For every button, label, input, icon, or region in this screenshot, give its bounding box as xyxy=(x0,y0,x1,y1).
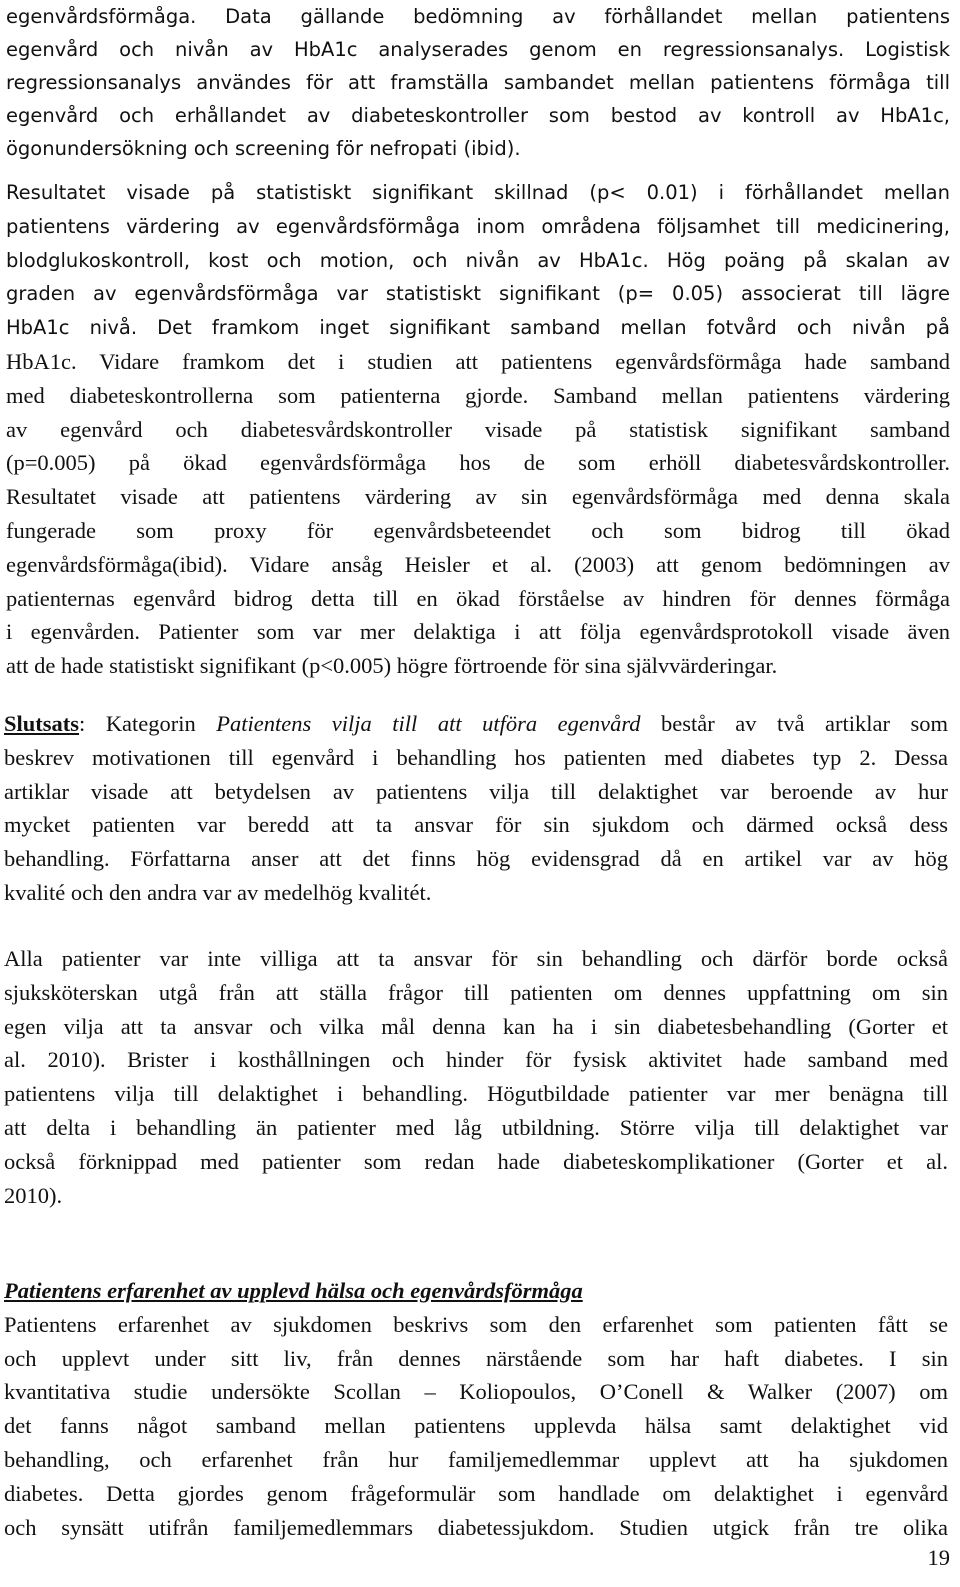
text-line: egen vilja att ta ansvar och vilka mål denna kan ha i sin diabetesbehandling (Gorter et xyxy=(4,1013,948,1039)
text-line: behandling, och erfarenhet från hur familjemedlemmar upplevt att ha sjukdomen xyxy=(4,1446,948,1472)
text-line: regressionsanalys användes för att framställa sambandet mellan patientens förmåga till xyxy=(6,71,950,94)
text-line: egenvård och nivån av HbA1c analyserades genom en regressionsanalys. Logistisk xyxy=(6,38,950,61)
section-heading xyxy=(4,1274,948,1308)
text-line: egenvårdsförmåga(ibid). Vidare ansåg Heisler et al. (2003) att genom bedömningen av xyxy=(6,551,950,577)
text-line: Resultatet visade att patientens värdering av sin egenvårdsförmåga med denna skala xyxy=(6,484,950,510)
text-line: HbA1c. Vidare framkom det i studien att patientens egenvårdsförmåga hade samband xyxy=(6,348,950,374)
conclusion-text-post: består av två artiklar som xyxy=(640,711,948,736)
text-line: ögonundersökning och screening för nefropati (ibid). xyxy=(6,137,521,160)
text-line: blodglukoskontroll, kost och motion, och nivån av HbA1c. Hög poäng på skalan av xyxy=(6,248,950,272)
text-line: diabetes. Detta gjordes genom frågeformulär som handlade om delaktighet i egenvård xyxy=(4,1480,948,1506)
text-line: också förknippad med patienter som redan hade diabeteskomplikationer (Gorter et al. xyxy=(4,1148,948,1174)
paragraph-patient-willingness xyxy=(4,942,948,1212)
text-line: Resultatet visade på statistiskt signifikant skillnad (p< 0.01) i förhållandet mellan xyxy=(6,181,950,204)
text-line: av egenvård och diabetesvårdskontroller visade på statistisk signifikant samband xyxy=(6,416,950,442)
text-line: och synsätt utifrån familjemedlemmars diabetessjukdom. Studien utgick från tre olika xyxy=(4,1514,948,1540)
paragraph-method xyxy=(6,0,950,165)
text-line: (p=0.005) på ökad egenvårdsförmåga hos de som erhöll diabetesvårdskontroller. xyxy=(6,450,950,476)
text-line: det fanns något samband mellan patientens upplevda hälsa samt delaktighet vid xyxy=(4,1413,948,1439)
text-line: fungerade som proxy för egenvårdsbeteendet och som bidrog till ökad xyxy=(6,517,950,543)
text-line: HbA1c nivå. Det framkom inget signifikant samband mellan fotvård och nivån på xyxy=(6,316,950,340)
text-line: beskrev motivationen till egenvård i behandling hos patienten med diabetes typ 2. Dessa xyxy=(4,744,948,770)
paragraph-conclusion xyxy=(4,707,948,910)
text-line: 2010). xyxy=(4,1182,63,1208)
text-line: patientens värdering av egenvårdsförmåga inom områdena följsamhet till medicinering, xyxy=(6,214,950,238)
text-line: mycket patienten var beredd att ta ansvar för sin sjukdom och därmed också dess xyxy=(4,812,948,838)
text-line: behandling. Författarna anser att det finns hög evidensgrad då en artikel var av hög xyxy=(4,846,948,872)
text-line: Patientens erfarenhet av sjukdomen beskrivs som den erfarenhet som patienten fått se xyxy=(4,1311,948,1337)
text-line: graden av egenvårdsförmåga var statistiskt signifikant (p= 0.05) associerat till lägre xyxy=(6,282,950,306)
category-title: Patientens vilja till att utföra egenvård xyxy=(216,711,641,736)
text-line: att delta i behandling än patienter med låg utbildning. Större vilja till delaktighet var xyxy=(4,1114,948,1140)
text-line: artiklar visade att betydelsen av patientens vilja till delaktighet var beroende av hur xyxy=(4,778,948,804)
text-line: i egenvården. Patienter som var mer delaktiga i att följa egenvårdsprotokoll visade även xyxy=(6,619,950,645)
text-line: att de hade statistiskt signifikant (p<0.005) högre förtroende för sina självvärderingar. xyxy=(6,653,778,679)
text-line: egenvård och erhållandet av diabeteskontroller som bestod av kontroll av HbA1c, xyxy=(6,104,950,127)
page-number: 19 xyxy=(927,1545,950,1570)
conclusion-label: Slutsats xyxy=(4,711,80,736)
text-line: med diabeteskontrollerna som patienterna gjorde. Samband mellan patientens värdering xyxy=(6,382,950,408)
conclusion-text-pre: Kategorin xyxy=(85,711,217,736)
conclusion-first-line xyxy=(4,707,948,741)
conclusion-colon: : xyxy=(79,711,86,736)
text-line: patientens vilja till delaktighet i behandling. Högutbildade patienter var mer benägna till xyxy=(4,1081,948,1107)
section-heading-text: Patientens erfarenhet av upplevd hälsa och egenvårdsförmåga xyxy=(4,1278,583,1303)
text-line: patienternas egenvård bidrog detta till en ökad förståelse av hindren för dennes förmåga xyxy=(6,585,950,611)
section-experience xyxy=(4,1274,948,1544)
text-line: kvalité och den andra var av medelhög kvalitét. xyxy=(4,879,432,905)
text-line: egenvårdsförmåga. Data gällande bedömning av förhållandet mellan patientens xyxy=(6,5,950,28)
text-line: al. 2010). Brister i kosthållningen och hinder för fysisk aktivitet hade samband med xyxy=(4,1047,948,1073)
text-line: sjuksköterskan utgå från att ställa frågor till patienten om dennes uppfattning om sin xyxy=(4,979,948,1005)
text-line: och upplevt under sitt liv, från dennes närstående som har haft diabetes. I sin xyxy=(4,1345,948,1371)
paragraph-results xyxy=(6,176,950,683)
text-line: Alla patienter var inte villiga att ta ansvar för sin behandling och därför borde också xyxy=(4,946,948,971)
text-line: kvantitativa studie undersökte Scollan – Koliopoulos, O’Conell & Walker (2007) om xyxy=(4,1379,948,1405)
